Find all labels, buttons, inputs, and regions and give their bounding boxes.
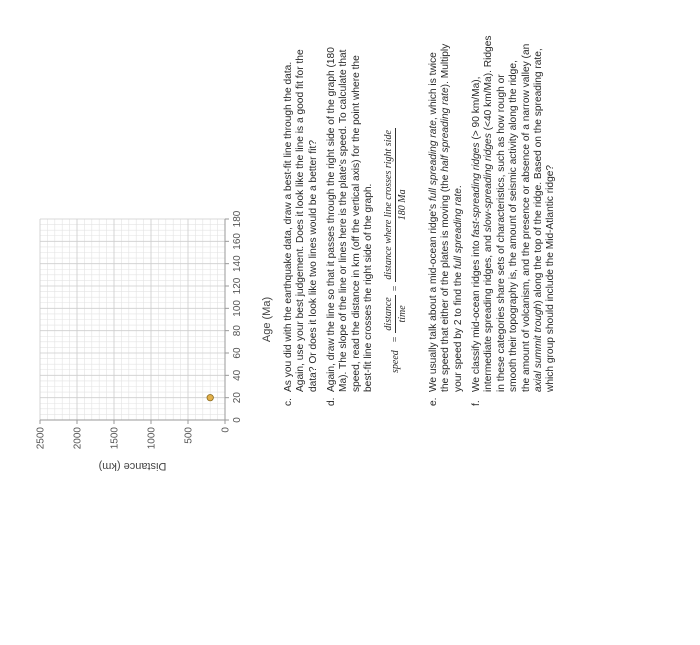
formula-numerator: distance where line crosses right side [383,130,394,280]
y-tick-label: 2500 [35,427,47,450]
x-tick-label: 80 [232,325,243,337]
question-f-line: which group should include the Mid-Atlantic ridge? [545,164,557,392]
y-tick-label: 500 [183,427,195,444]
question-e-line: We usually talk about a mid-ocean ridge's full spreading rate, which is twice [428,52,439,392]
y-axis-label: Distance (km) [98,460,167,472]
y-tick-label: 2000 [72,427,84,450]
chart-grid [40,219,225,420]
question-f-line: the amount of volcanism, and the presence or absence of a narrow valley (an [520,43,532,392]
formula-denominator: time [397,305,408,323]
question-e-line: your speed by 2 to find the full spreading rate. [452,185,464,392]
question-f-line: in these categories share sets of characteristics, such as how rough or [495,74,507,392]
question-f-line: intermediate spreading ridges, and slow-spreading ridges (<40 km/Ma). Ridges [483,35,495,392]
formula-equals: = [390,336,401,343]
x-tick-label: 160 [232,232,243,250]
x-tick-label: 20 [232,392,243,404]
question-c-line: As you did with the earthquake data, draw a best-fit line through the data. [283,61,294,392]
y-tick-label: 0 [220,427,232,433]
question-d-line: best-fit line crosses the right side of the graph. [363,183,375,392]
chart-points [207,394,213,400]
question-f-line: axial summit trough) along the top of the ridge. Based on the spreading rate, [533,48,545,392]
question-d-line: Again, draw the line so that it passes through the right side of the graph (180 [326,47,337,392]
question-d-line: Ma). The slope of the line or lines here is the plate's speed. To calculate that [338,49,350,392]
question-c-line: Again, use your best judgement. Does it look like the line is a good fit for the [295,49,307,392]
formula-denominator: 180 Ma [397,189,408,221]
data-point [207,394,213,400]
question-f-line: We classify mid-ocean ridges into fast-spreading ridges (> 90 km/Ma), [471,76,482,392]
chart-ticks [36,210,244,449]
x-tick-label: 0 [232,417,243,423]
question-c-line: data? Or does it look like two lines would be a better fit? [307,140,319,392]
formula-speed: speed [390,350,401,373]
x-tick-label: 40 [232,369,243,381]
formula-equals: = [390,285,401,292]
formula-numerator: distance [383,297,394,331]
question-d-letter: d. [326,397,337,406]
x-tick-label: 120 [232,277,243,295]
question-c [283,0,320,406]
question-c-letter: c. [283,398,294,406]
y-tick-label: 1500 [109,427,121,450]
question-f-letter: f. [471,400,482,406]
x-tick-label: 180 [232,210,243,228]
formula-fraction-1 [383,295,408,332]
speed-formula [383,128,408,373]
formula-fraction-2 [383,128,408,282]
x-tick-label: 100 [232,299,243,317]
question-e-letter: e. [428,397,439,406]
distance-age-chart [0,0,290,645]
question-f [471,0,558,406]
y-tick-label: 1000 [146,427,158,450]
x-tick-label: 140 [232,255,243,273]
x-tick-label: 60 [232,347,243,359]
question-e [428,0,465,406]
question-d [326,0,376,406]
question-d-line: speed, read the distance in km (off the vertical axis) for the point where the [350,55,362,392]
question-f-line: smooth their topography is, the amount of seismic activity along the ridge, [508,60,520,392]
question-e-line: the speed that either of the plates is moving (the half spreading rate). Multiply [440,43,452,392]
x-axis-label: Age (Ma) [261,296,273,343]
